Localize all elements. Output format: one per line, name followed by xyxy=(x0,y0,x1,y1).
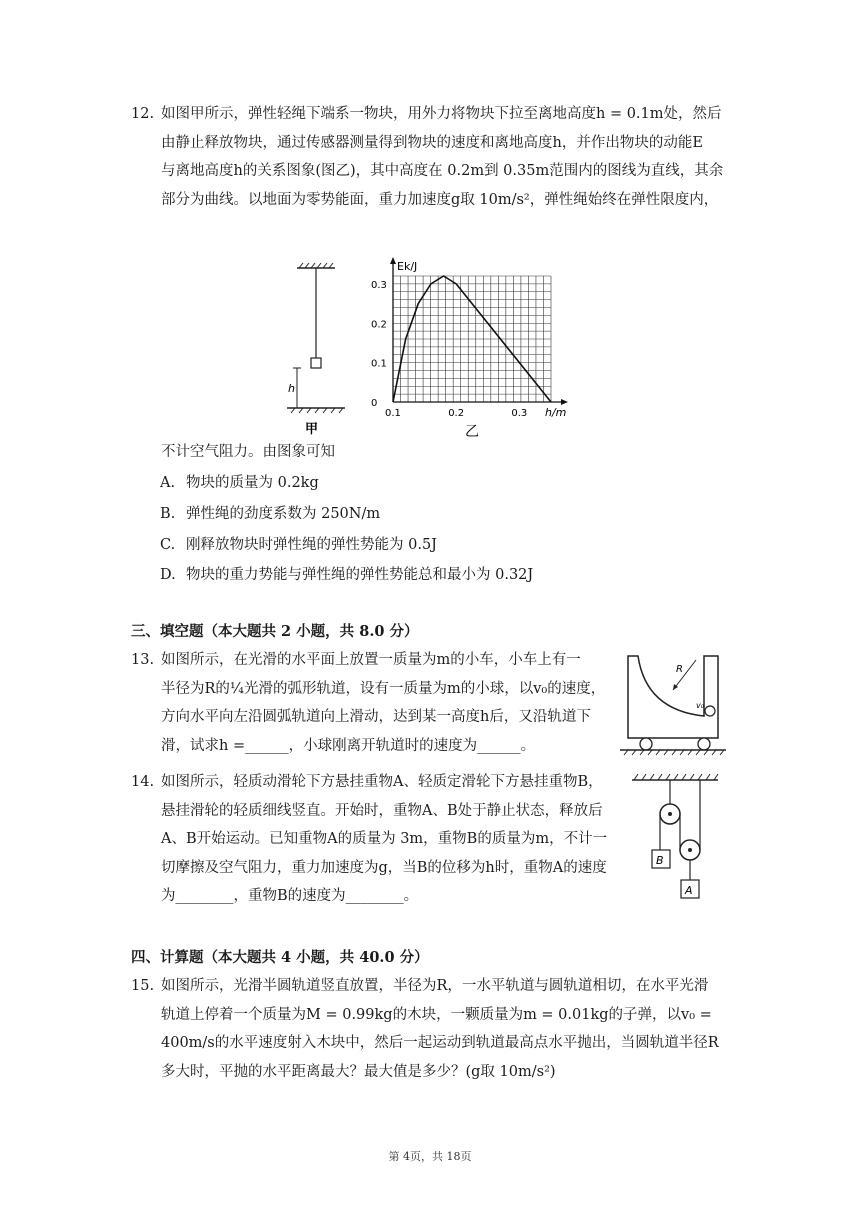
y-axis-label: Ek/J xyxy=(397,260,418,273)
question-text-line: 轨道上停着一个质量为M = 0.99kg的木块，一颗质量为m = 0.01kg的子弹，以v₀ = xyxy=(161,1006,712,1023)
y-tick-label: 0.1 xyxy=(371,358,387,370)
question-text-line: 方向水平向左沿圆弧轨道向上滑动，达到某一高度h后，又沿轨道下 xyxy=(161,709,591,725)
y-axis-arrow xyxy=(390,257,396,264)
question-text-line: 如图所示，轻质动滑轮下方悬挂重物A、轻质定滑轮下方悬挂重物B， xyxy=(161,774,603,790)
figure-caption: 甲 xyxy=(305,422,319,437)
x-tick-label: 0.1 xyxy=(385,408,401,419)
y-tick-label: 0.2 xyxy=(371,319,387,331)
question-text-line: 半径为R的¼光滑的弧形轨道，设有一质量为m的小球，以v₀的速度， xyxy=(161,680,606,697)
figure-caption: 乙 xyxy=(465,424,479,440)
question-text-line: 如图所示，光滑半圆轨道竖直放置，半径为R，一水平轨道与圆轨道相切，在水平光滑 xyxy=(161,978,709,994)
question-text-line: 如图甲所示，弹性轻绳下端系一物块，用外力将物块下拉至离地高度h = 0.1m处，然后 xyxy=(161,106,722,122)
question-text-line: 部分为曲线。以地面为零势能面，重力加速度g取 10m/s²，弹性绳始终在弹性限度内， xyxy=(161,191,719,208)
option-b[interactable]: B. 弹性绳的劲度系数为 250N/m xyxy=(160,506,381,522)
figure-cart xyxy=(618,650,728,760)
option-d[interactable]: D. 物块的重力势能与弹性绳的弹性势能总和最小为 0.32J xyxy=(160,567,534,583)
figure-pulleys xyxy=(630,770,720,910)
y-tick-label: 0.3 xyxy=(371,279,387,291)
h-label: h xyxy=(288,382,295,395)
x-tick-label: 0.2 xyxy=(448,408,465,419)
mass-b-label: B xyxy=(656,854,664,867)
question-number: 13. xyxy=(131,652,155,668)
question-text-line: 悬挂滑轮的轻质细线竖直。开始时，重物A、B处于静止状态，释放后 xyxy=(161,802,603,819)
section-heading: 四、计算题（本大题共 4 小题，共 40.0 分） xyxy=(131,949,429,966)
question-number: 14. xyxy=(131,774,155,790)
v0-label: v₀ xyxy=(696,701,704,710)
x-tick-label: 0.3 xyxy=(511,408,528,419)
figure-jia xyxy=(285,258,365,438)
section-heading: 三、填空题（本大题共 2 小题，共 8.0 分） xyxy=(131,623,419,640)
x-axis-arrow xyxy=(561,399,568,405)
question-text-line: 与离地高度h的关系图象(图乙)，其中高度在 0.2m到 0.35m范围内的图线为直线，其余 xyxy=(161,163,724,179)
question-text-line: 多大时，平抛的水平距离最大？最大值是多少？(g取 10m/s²) xyxy=(161,1063,556,1080)
question-text-line: 由静止释放物块，通过传感器测量得到物块的速度和离地高度h，并作出物块的动能E xyxy=(161,134,703,151)
question-text-line: 不计空气阻力。由图象可知 xyxy=(161,444,335,460)
question-text-line: A、B开始运动。已知重物A的质量为 3m，重物B的质量为m，不计一 xyxy=(161,831,608,847)
question-text-line: 为________，重物B的速度为________。 xyxy=(161,888,419,904)
option-a[interactable]: A. 物块的质量为 0.2kg xyxy=(160,475,319,491)
r-label: R xyxy=(676,664,683,675)
question-number: 15. xyxy=(131,978,155,994)
x-axis-label: h/m xyxy=(545,406,567,419)
question-number: 12. xyxy=(131,106,155,122)
page-footer: 第 4页，共 18页 xyxy=(388,1150,472,1163)
figure-yi-chart xyxy=(365,252,575,442)
question-text-line: 滑，试求h =______，小球刚离开轨道时的速度为______。 xyxy=(161,737,536,754)
y-tick-label: 0 xyxy=(371,398,378,409)
mass-a-label: A xyxy=(685,884,693,897)
question-text-line: 400m/s的水平速度射入木块中，然后一起运动到轨道最高点水平抛出，当圆轨道半径R xyxy=(161,1035,719,1051)
question-text-line: 如图所示，在光滑的水平面上放置一质量为m的小车，小车上有一 xyxy=(161,652,581,668)
question-text-line: 切摩擦及空气阻力，重力加速度为g，当B的位移为h时，重物A的速度 xyxy=(161,859,607,876)
option-c[interactable]: C. 刚释放物块时弹性绳的弹性势能为 0.5J xyxy=(160,537,437,553)
